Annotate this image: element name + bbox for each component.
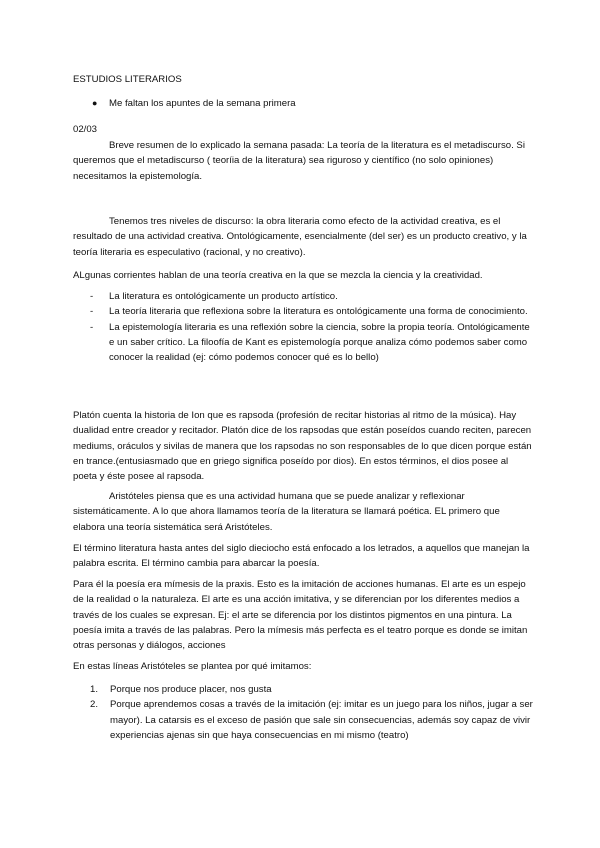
document-title: ESTUDIOS LITERARIOS xyxy=(73,74,182,85)
list-number: 1. xyxy=(90,684,99,695)
paragraph-platon: Platón cuenta la historia de Ion que es rapsoda (profesión de recitar historias al ritmo de la música). Hay dualidad entre creador y recitador. Platón dice de los rapsodas que están poseídos cuando reciten, parecen mediums, oráculos y sivilas de manera que los rapsodas no son responsables de lo que dicen porque están en trance.(entusiasmado que en griego significa poseído por dios). En estos términos, el dios posee al poeta y éste posee al rapsoda. xyxy=(73,410,532,483)
paragraph-summary: Breve resumen de lo explicado la semana pasada: La teoría de la literatura es el metadiscurso. Si queremos que el metadiscurso ( teoríia de la literatura) sea riguroso y científico (no solo opiniones) necesitamos la epistemología. xyxy=(73,140,525,182)
dash-list xyxy=(90,289,535,365)
dash-marker: - xyxy=(90,321,94,333)
list-item-text: La epistemología literaria es una reflexión sobre la ciencia, sobre la propia teoría. Ontológicamente e un saber crítico. La filoofía de Kant es epistemología porque analiza cómo podemos saber como conocer la realidad (ej: cómo podemos conocer qué es lo bello) xyxy=(109,321,530,364)
list-item-text: La literatura es ontológicamente un producto artístico. xyxy=(109,291,338,302)
dash-marker: - xyxy=(90,291,94,302)
list-item xyxy=(90,289,535,304)
list-item xyxy=(90,304,535,319)
paragraph-why-imitate: En estas líneas Aristóteles se plantea por qué imitamos: xyxy=(73,661,312,672)
list-item-text: Porque aprendemos cosas a través de la imitación (ej: imitar es un juego para los niños, jugar a ser mayor). La catarsis es el exceso de pasión que sale sin consecuencias, además soy capaz de vivir experiencias ajenas sin que haya consecuencias en mi mismo (teatro) xyxy=(110,699,533,741)
list-item-text: La teoría literaria que reflexiona sobre la literatura es ontológicamente una forma de conocimiento. xyxy=(109,306,528,318)
bullet-text: Me faltan los apuntes de la semana primera xyxy=(109,98,296,109)
paragraph-aristoteles: Aristóteles piensa que es una actividad humana que se puede analizar y reflexionar sistemáticamente. A lo que ahora llamamos teoría de la literatura se llamará poética. EL primero que elabora una teoría sistemática será Aristóteles. xyxy=(73,491,500,533)
paragraph-currents: ALgunas corrientes hablan de una teoría creativa en la que se mezcla la ciencia y la creatividad. xyxy=(73,270,483,281)
paragraph-mimesis: Para él la poesía era mímesis de la praxis. Esto es la imitación de acciones humanas. El arte es un espejo de la realidad o la naturaleza. El arte es una acción imitativa, y se diferencian por los diferentes medios a través de los cuales se expresan. Ej: el arte se diferencia por los distintos pigmentos en una pintura. La poesía imita a través de las palabras. Pero la mímesis más perfecta es el teatro porque es donde se imitan otras personas y diálogos, acciones xyxy=(73,579,528,652)
list-item-text: Porque nos produce placer, nos gusta xyxy=(110,684,272,695)
list-item xyxy=(90,682,535,697)
dash-marker: - xyxy=(90,306,94,318)
list-item xyxy=(90,320,535,366)
paragraph-literatura-term: El término literatura hasta antes del siglo dieciocho está enfocado a los letrados, a aquellos que manejan la palabra escrita. El término cambia para abarcar la poesía. xyxy=(73,543,530,570)
bullet-icon: ● xyxy=(92,98,98,108)
list-number: 2. xyxy=(90,699,99,711)
numbered-list xyxy=(90,682,535,743)
date-label: 02/03 xyxy=(73,124,98,135)
list-item xyxy=(90,697,535,743)
paragraph-discourse-levels: Tenemos tres niveles de discurso: la obra literaria como efecto de la actividad creativa, es el resultado de una actividad creativa. Ontológicamente, esencialmente (del ser) es un producto creativo, y la teoría literaria es especulativo (racional, y no creativo). xyxy=(73,216,527,258)
